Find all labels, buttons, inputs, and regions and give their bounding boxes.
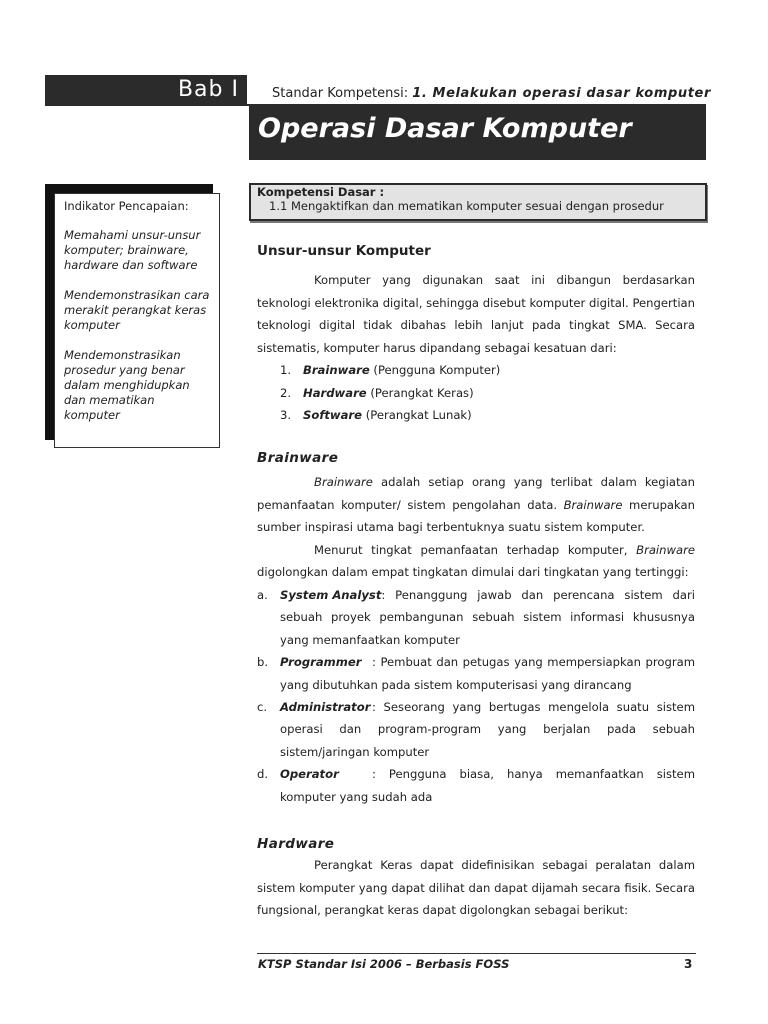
page-number: 3 [684,957,693,971]
list-item [257,763,695,808]
list-desc: : Pengguna biasa, hanya memanfaatkan sistem komputer yang sudah ada [280,767,695,804]
indikator-item: Mendemonstrasikan cara merakit perangkat keras komputer [64,288,210,332]
indikator-item: Mendemonstrasikan prosedur yang benar dalam menghidupkan dan mematikan komputer [64,348,190,422]
kompetensi-title: Kompetensi Dasar : [257,185,385,199]
standar-kompetensi-line [272,86,711,101]
paragraph [257,471,695,539]
term: Brainware [563,497,623,512]
list-term: Software [303,407,363,422]
section-heading: Unsur-unsur Komputer [257,243,431,259]
list-item [257,584,695,651]
paragraph: Perangkat Keras dapat didefinisikan sebagai peralatan dalam sistem komputer yang dapat dilihat dan dapat dijamah secara fisik. Secara fungsional, perangkat keras dapat digolongkan sebagai berikut: [257,858,695,918]
text: Menurut tingkat pemanfaatan terhadap komputer, [314,542,637,557]
list-desc: : Penanggung jawab dan perencana sistem dari sebuah proyek pembangunan sebuah sistem informasi khususnya yang memanfaatkan komputer [280,587,695,647]
list-term: Programmer [280,655,362,670]
list-item [280,382,695,404]
list-term: Operator [280,767,339,782]
section-brainware [257,450,695,808]
list-number: a. [257,587,268,602]
text: adalah setiap orang yang terlibat dalam kegiatan pemanfaatan komputer/ sistem pengolahan data. [257,475,695,512]
indikator-title [64,199,210,214]
list-number: b. [257,655,269,670]
list-term: Hardware [303,385,367,400]
list-number: c. [257,700,268,714]
footer-title: KTSP Standar Isi 2006 – Berbasis FOSS [258,957,510,971]
text: digolongkan dalam empat tingkatan dimulai dari tingkatan yang tertinggi: [257,565,689,580]
indikator-title-text: Indikator Pencapaian [64,199,185,213]
chapter-title: Operasi Dasar Komputer [258,113,632,144]
list-term: System Analyst [280,587,382,602]
paragraph: Komputer yang digunakan saat ini dibangun berdasarkan teknologi elektronika digital, sehingga disebut komputer digital. Pengertian teknologi digital tidak dibahas lebih lanjut pada tingkat SMA. Secara sistematis, komputer harus dipandang sebagai kesatuan dari: [257,273,695,355]
kompetensi-item: 1.1 Mengaktifkan dan mematikan komputer sesuai dengan prosedur [269,199,664,213]
list-number: d. [257,767,269,782]
unsur-list [257,359,695,426]
section-heading: Hardware [257,836,335,852]
paragraph [257,539,695,584]
list-desc: (Pengguna Komputer) [369,363,501,378]
chapter-label-box [45,75,247,104]
list-term: Brainware [303,363,370,378]
indikator-item: Memahami unsur-unsur komputer; brainware, hardware dan software [64,228,201,272]
list-number: 2. [280,385,292,400]
section-unsur [257,243,695,426]
list-term: Administrator [280,700,371,714]
section-heading: Brainware [257,450,339,466]
term: Brainware [314,475,373,489]
footer-rule [257,953,696,954]
list-number: 1. [280,363,292,378]
chapter-title-box [249,106,706,160]
text: merupakan sumber inspirasi utama bagi terbentuknya suatu sistem komputer. [257,497,695,535]
list-desc: : Seseorang yang bertugas mengelola suatu sistem operasi dan program-program yang berjalan pada sebuah sistem/jaringan komputer [280,700,695,759]
standar-label: Standar Kompetensi: [272,86,413,101]
term: Brainware [636,542,695,557]
indikator-box [54,193,220,448]
list-number: 3. [280,407,292,422]
list-item [257,651,695,696]
chapter-label: Bab I [177,77,239,102]
list-desc: (Perangkat Lunak) [362,407,472,422]
indikator-title-suffix: : [184,199,189,213]
list-item [280,404,695,426]
kompetensi-box [249,183,707,221]
list-item [257,696,695,763]
list-item [280,359,695,381]
list-desc: (Perangkat Keras) [366,385,474,400]
section-hardware [257,836,695,922]
standar-value: 1. Melakukan operasi dasar komputer [412,86,711,101]
list-desc: : Pembuat dan petugas yang mempersiapkan program yang dibutuhkan pada sistem komputerisasi yang dirancang [280,655,695,692]
brainware-list [257,584,695,808]
